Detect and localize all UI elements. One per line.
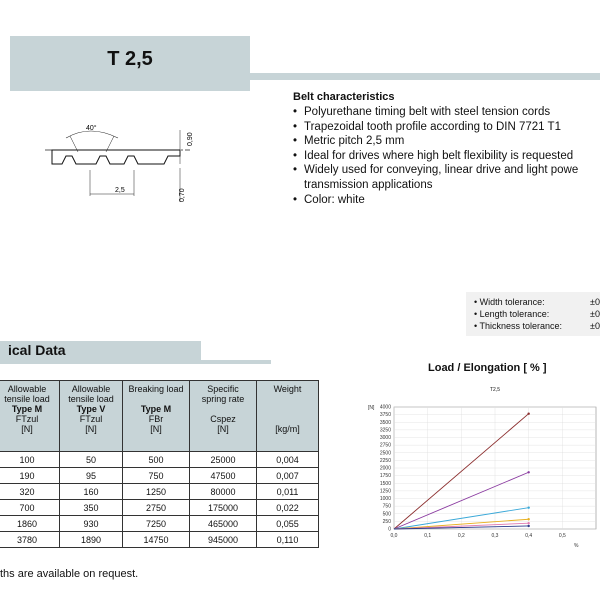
table-cell: 3780 <box>0 532 60 548</box>
table-cell: 465000 <box>190 516 257 532</box>
technical-data-title: ical Data <box>8 342 66 358</box>
x-tick-label: 0,0 <box>390 533 398 539</box>
table-cell: 2750 <box>123 500 190 516</box>
length-tolerance-value: ±0 <box>590 309 600 319</box>
y-tick-label: 750 <box>382 503 391 510</box>
y-tick-label: 3250 <box>379 427 391 434</box>
table-cell: 14750 <box>123 532 190 548</box>
characteristic-item: • Widely used for conveying, linear drive and light powe <box>293 163 600 178</box>
series-end-point-4 <box>527 522 529 524</box>
thickness-tolerance-value: ±0 <box>590 321 600 331</box>
series-end-point-5 <box>527 525 529 527</box>
page-title: T 2,5 <box>107 48 153 70</box>
y-tick-label: 2750 <box>379 442 391 449</box>
y-tick-label: 1250 <box>379 488 391 495</box>
characteristics-list <box>293 105 600 207</box>
y-tick-label: 1000 <box>379 496 391 502</box>
col-header-breaking-load: Breaking load Type M FBr [N] <box>123 381 190 452</box>
pitch-label: 2,5 <box>115 187 125 194</box>
table-row <box>0 452 319 468</box>
y-tick-label: 2000 <box>379 465 391 472</box>
table-cell: 0,055 <box>257 516 319 532</box>
x-tick-label: 0,2 <box>457 533 465 539</box>
table-cell: 350 <box>60 500 123 516</box>
y-tick-label: 3750 <box>379 412 391 419</box>
series-end-point-0 <box>527 413 529 415</box>
table-cell: 190 <box>0 468 60 484</box>
col-header-weight: Weight [kg/m] <box>257 381 319 452</box>
technical-data-table <box>0 380 319 548</box>
table-cell: 95 <box>60 468 123 484</box>
table-cell: 700 <box>0 500 60 516</box>
chart-subtitle: T2,5 <box>490 387 501 393</box>
chart-grid <box>394 407 596 529</box>
table-cell: 47500 <box>190 468 257 484</box>
col-header-tensile-v: Allowable tensile load Type V FTzul [N] <box>60 381 123 452</box>
length-tolerance-label: • Length tolerance: <box>474 309 550 319</box>
table-cell: 0,110 <box>257 532 319 548</box>
table-cell: 100 <box>0 452 60 468</box>
angle-label: 40° <box>86 125 97 132</box>
table-row <box>0 500 319 516</box>
table-row <box>0 516 319 532</box>
y-tick-label: 500 <box>382 511 391 518</box>
table-row <box>0 468 319 484</box>
width-tolerance-value: ±0 <box>590 297 600 307</box>
width-tolerance-label: • Width tolerance: <box>474 297 545 307</box>
thickness-label: 0,90 <box>187 132 194 146</box>
series-end-point-1 <box>527 471 529 473</box>
table-cell: 80000 <box>190 484 257 500</box>
series-end-point-2 <box>527 506 529 508</box>
tooth-label: 0,70 <box>179 188 186 202</box>
characteristic-item-continued: transmission applications <box>304 178 433 191</box>
x-tick-label: 0,4 <box>525 533 533 539</box>
table-cell: 0,022 <box>257 500 319 516</box>
table-row <box>0 532 319 548</box>
characteristic-item: • Color: white <box>293 193 600 208</box>
series-end-point-3 <box>527 518 529 520</box>
chart-xlabel: % <box>574 543 579 549</box>
col-header-spring-rate: Specific spring rate Cspez [N] <box>190 381 257 452</box>
table-cell: 750 <box>123 468 190 484</box>
table-cell: 25000 <box>190 452 257 468</box>
y-tick-label: 3000 <box>379 435 391 441</box>
characteristic-item: • Polyurethane timing belt with steel tension cords <box>293 105 600 120</box>
col-header-tensile-m: Allowable tensile load Type M FTzul [N] <box>0 381 60 452</box>
y-tick-label: 1750 <box>379 473 391 480</box>
table-cell: 1860 <box>0 516 60 532</box>
table-cell: 175000 <box>190 500 257 516</box>
table-cell: 500 <box>123 452 190 468</box>
characteristic-item: • Metric pitch 2,5 mm <box>293 134 600 149</box>
y-tick-label: 3500 <box>379 419 391 426</box>
chart-ticks <box>380 405 566 540</box>
table-cell: 930 <box>60 516 123 532</box>
characteristics-title: Belt characteristics <box>293 91 395 103</box>
table-row <box>0 484 319 500</box>
table-cell: 0,007 <box>257 468 319 484</box>
chart-ylabel: [N] <box>368 405 375 411</box>
x-tick-label: 0,5 <box>558 533 566 539</box>
chart-title: Load / Elongation [ % ] <box>428 362 547 374</box>
table-cell: 50 <box>60 452 123 468</box>
thickness-tolerance-label: • Thickness tolerance: <box>474 321 563 331</box>
characteristic-item: • Trapezoidal tooth profile according to DIN 7721 T1 <box>293 120 600 135</box>
y-tick-label: 2250 <box>379 457 391 464</box>
header-rule <box>250 73 600 80</box>
technical-data-rule <box>201 360 271 364</box>
x-tick-label: 0,1 <box>424 533 432 539</box>
table-cell: 1890 <box>60 532 123 548</box>
belt-profile-drawing <box>30 110 210 210</box>
table-cell: 7250 <box>123 516 190 532</box>
y-tick-label: 250 <box>382 518 391 525</box>
y-tick-label: 2500 <box>379 450 391 457</box>
characteristic-item: • Ideal for drives where high belt flexibility is requested <box>293 149 600 164</box>
table-cell: 0,004 <box>257 452 319 468</box>
table-cell: 1250 <box>123 484 190 500</box>
table-cell: 160 <box>60 484 123 500</box>
load-elongation-chart <box>358 395 600 555</box>
table-cell: 320 <box>0 484 60 500</box>
x-tick-label: 0,3 <box>491 533 499 539</box>
table-header-row <box>0 381 319 452</box>
table-body <box>0 452 319 548</box>
table-note: ths are available on request. <box>0 568 139 580</box>
y-tick-label: 4000 <box>379 404 391 411</box>
table-cell: 0,011 <box>257 484 319 500</box>
y-tick-label: 0 <box>388 526 391 533</box>
y-tick-label: 1500 <box>379 480 391 487</box>
table-cell: 945000 <box>190 532 257 548</box>
